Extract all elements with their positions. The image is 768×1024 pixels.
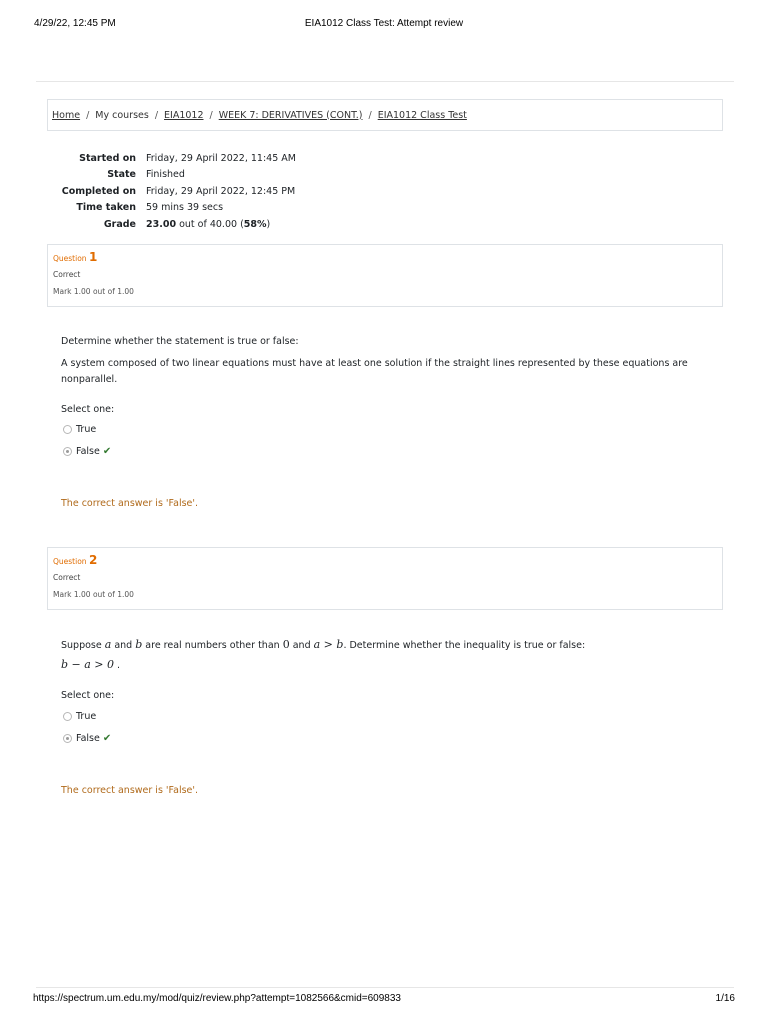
text-run: . — [114, 660, 121, 671]
question-mark: Mark 1.00 out of 1.00 — [53, 287, 134, 296]
breadcrumb-separator: / — [209, 109, 213, 121]
breadcrumb-separator: / — [86, 109, 90, 121]
summary-row-grade — [47, 216, 296, 233]
math-var: b — [135, 638, 143, 651]
radio-button[interactable] — [63, 712, 72, 721]
question-info-box — [47, 244, 723, 307]
option-true[interactable] — [63, 711, 96, 722]
grade-close: ) — [266, 218, 271, 230]
grade-out-of: out of 40.00 ( — [179, 218, 244, 230]
correct-answer-feedback: The correct answer is 'False'. — [61, 785, 199, 796]
question-num: 1 — [88, 250, 98, 264]
question-label: Question — [53, 557, 87, 566]
option-label: True — [76, 424, 97, 435]
question-number — [53, 250, 717, 264]
correct-answer-feedback: The correct answer is 'False'. — [61, 498, 199, 509]
question-state: Correct — [53, 573, 81, 582]
question-label: Question — [53, 254, 87, 263]
breadcrumb — [47, 99, 723, 131]
breadcrumb-separator: / — [154, 109, 159, 121]
breadcrumb-separator: / — [368, 109, 372, 121]
radio-button-selected[interactable] — [63, 447, 72, 456]
question-inequality — [61, 657, 711, 674]
breadcrumb-section[interactable]: WEEK 7: DERIVATIVES (CONT.) — [218, 109, 363, 121]
breadcrumb-home[interactable]: Home — [52, 109, 81, 121]
option-false[interactable] — [63, 446, 111, 457]
summary-label: Completed on — [61, 185, 136, 197]
breadcrumb-quiz[interactable]: EIA1012 Class Test — [377, 109, 467, 121]
grade-value — [146, 219, 270, 230]
check-icon: ✔ — [102, 733, 112, 744]
math-inequality: a > b — [313, 638, 344, 651]
question-number — [53, 553, 717, 567]
question-state: Correct — [53, 270, 81, 279]
page-url: https://spectrum.um.edu.my/mod/quiz/review.php?attempt=1082566&cmid=609833 — [33, 993, 401, 1004]
divider — [36, 987, 734, 988]
grade-percent: 58% — [243, 218, 267, 230]
question-num: 2 — [88, 553, 98, 567]
text-run: and — [111, 640, 136, 651]
print-datetime: 4/29/22, 12:45 PM — [34, 18, 116, 29]
option-true[interactable] — [63, 424, 96, 435]
text-run: and — [289, 640, 314, 651]
question-text — [61, 637, 711, 680]
math-var: a — [104, 638, 112, 651]
option-false[interactable] — [63, 733, 111, 744]
divider — [36, 81, 734, 82]
grade-score: 23.00 — [146, 218, 177, 230]
math-expression: b − a > 0 — [61, 658, 115, 671]
check-icon: ✔ — [102, 446, 112, 457]
attempt-summary-table — [47, 150, 296, 233]
radio-button[interactable] — [63, 425, 72, 434]
summary-label: State — [107, 169, 136, 181]
page-number: 1/16 — [715, 993, 735, 1004]
radio-button-selected[interactable] — [63, 734, 72, 743]
summary-label: Started on — [79, 152, 136, 164]
breadcrumb-my-courses: My courses — [95, 109, 149, 121]
summary-row-time-taken — [47, 200, 296, 217]
option-label: True — [76, 711, 97, 722]
question-statement: A system composed of two linear equations must have at least one solution if the straight lines represented by these equations are nonparallel. — [61, 358, 688, 385]
math-const: 0 — [282, 638, 290, 651]
question-text — [61, 334, 711, 394]
summary-label: Grade — [103, 218, 136, 230]
summary-value: 59 mins 39 secs — [146, 202, 224, 214]
text-run: Suppose — [61, 640, 105, 651]
summary-row-state — [47, 167, 296, 184]
question-prompt — [61, 637, 711, 654]
option-label: False — [76, 733, 100, 744]
print-title: EIA1012 Class Test: Attempt review — [304, 18, 464, 29]
question-prompt: Determine whether the statement is true or false: — [61, 336, 299, 347]
option-label: False — [76, 446, 100, 457]
question-mark: Mark 1.00 out of 1.00 — [53, 590, 134, 599]
summary-value: Friday, 29 April 2022, 12:45 PM — [146, 185, 296, 197]
select-one-label: Select one: — [61, 690, 115, 701]
select-one-label: Select one: — [61, 404, 115, 415]
summary-row-completed — [47, 183, 296, 200]
summary-label: Time taken — [76, 202, 136, 214]
question-info-box — [47, 547, 723, 610]
summary-value: Finished — [146, 169, 185, 181]
summary-row-started — [47, 150, 296, 167]
summary-value: Friday, 29 April 2022, 11:45 AM — [146, 152, 296, 164]
text-run: . Determine whether the inequality is true or false: — [343, 640, 586, 651]
breadcrumb-course[interactable]: EIA1012 — [164, 109, 204, 121]
text-run: are real numbers other than — [142, 640, 283, 651]
